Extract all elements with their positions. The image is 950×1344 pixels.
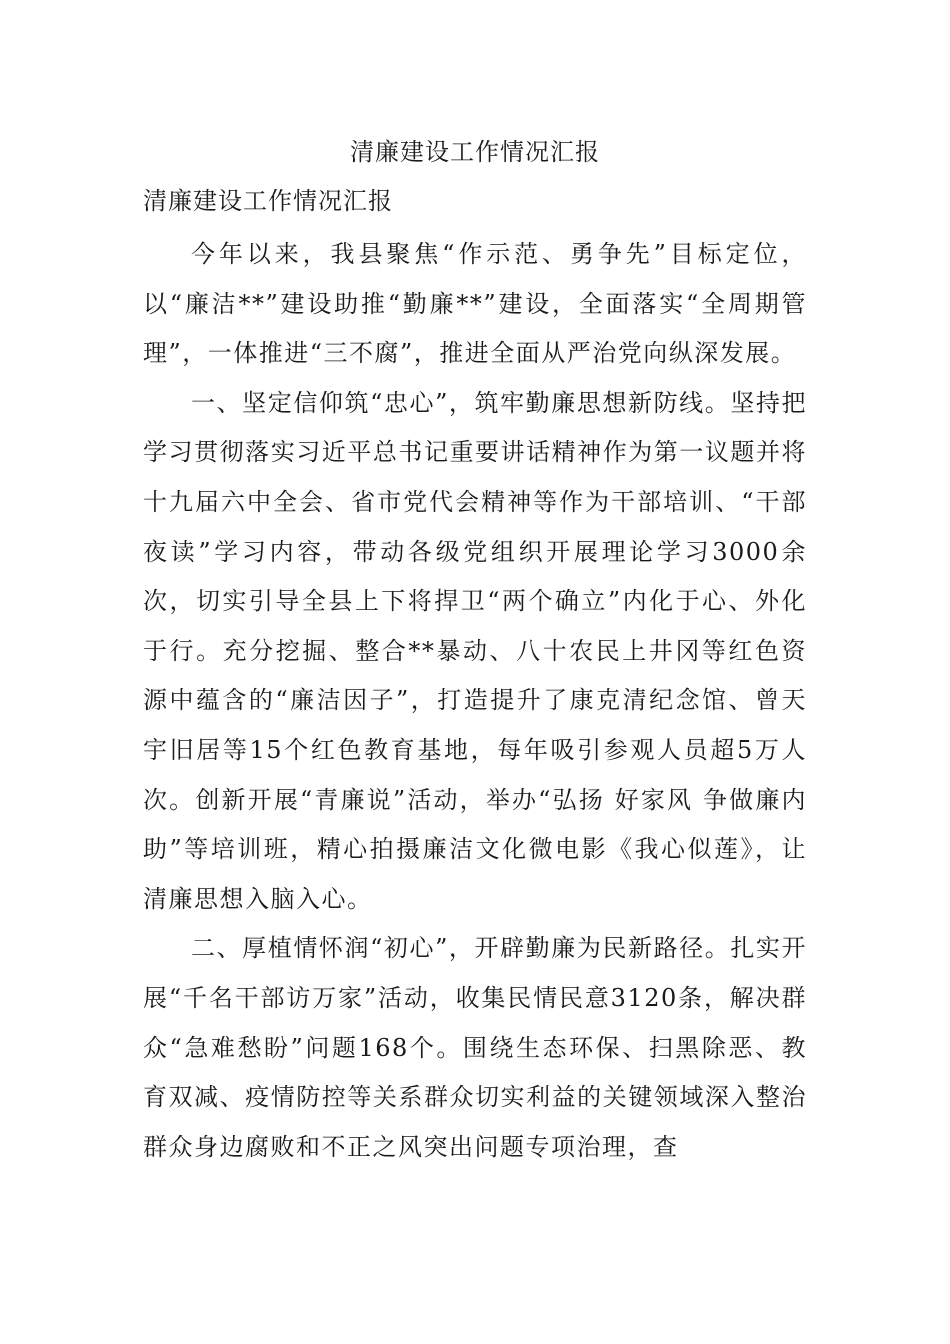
- section-two-paragraph: 二、厚植情怀润“初心”，开辟勤廉为民新路径。扎实开展“千名干部访万家”活动，收集民情民意3120条，解决群众“急难愁盼”问题168个。围绕生态环保、扫黑除恶、教育双减、疫情防控等关系群众切实利益的关键领域深入整治群众身边腐败和不正之风突出问题专项治理，查: [143, 934, 807, 1161]
- document-title: 清廉建设工作情况汇报: [350, 138, 600, 166]
- section-one-paragraph: 一、坚定信仰筑“忠心”，筑牢勤廉思想新防线。坚持把学习贯彻落实习近平总书记重要讲话精神作为第一议题并将十九届六中全会、省市党代会精神等作为干部培训、“干部夜读”学习内容，带动各级党组织开展理论学习3000余次，切实引导全县上下将捍卫“两个确立”内化于心、外化于行。充分挖掘、整合**暴动、八十农民上井冈等红色资源中蕴含的“廉洁因子”，打造提升了康克清纪念馆、曾天宇旧居等15个红色教育基地，每年吸引参观人员超5万人次。创新开展“青廉说”活动，举办“弘扬 好家风 争做廉内助”等培训班，精心拍摄廉洁文化微电影《我心似莲》，让清廉思想入脑入心。: [143, 388, 807, 913]
- document-body: [143, 230, 807, 1172]
- intro-paragraph: 今年以来，我县聚焦“作示范、勇争先”目标定位，以“廉洁**”建设助推“勤廉**”建设，全面落实“全周期管理”，一体推进“三不腐”，推进全面从严治党向纵深发展。: [143, 240, 807, 368]
- document-subtitle: 清廉建设工作情况汇报: [143, 187, 393, 215]
